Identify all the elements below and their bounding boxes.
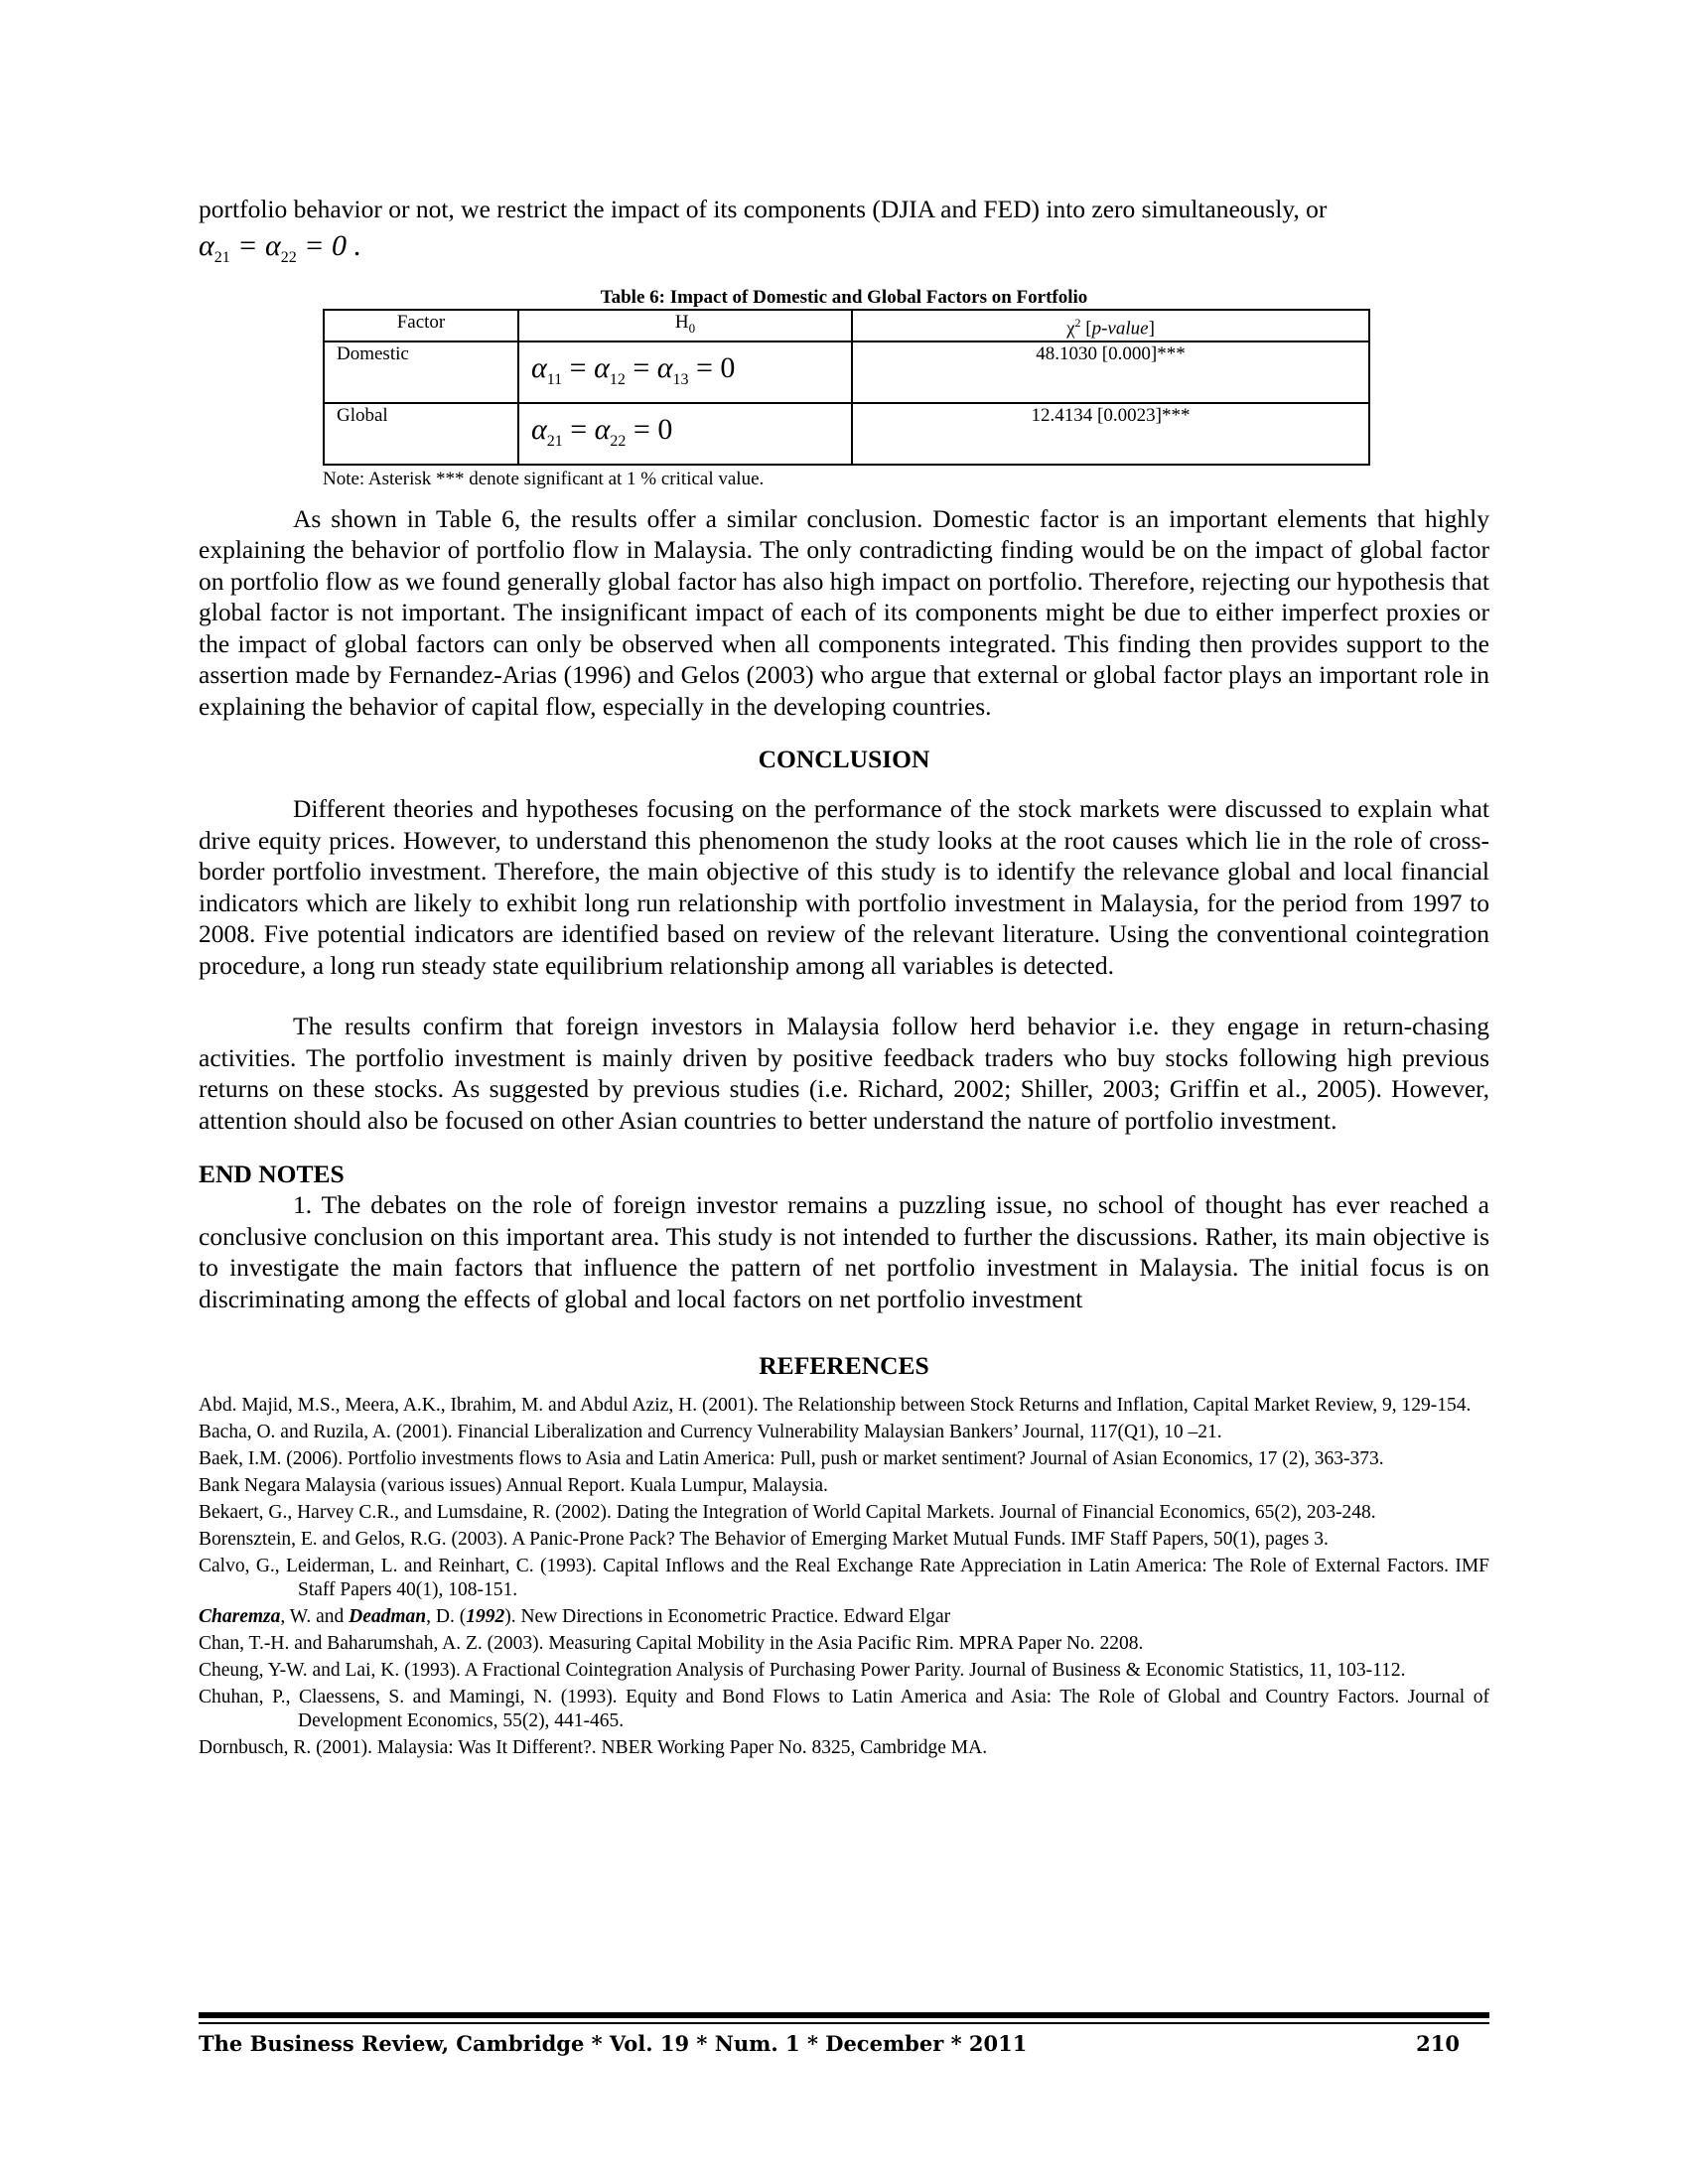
intro-paragraph: portfolio behavior or not, we restrict the impact of its components (DJIA and FED) into zero simultaneously, or: [199, 195, 1328, 223]
endnote-1: 1. The debates on the role of foreign investor remains a puzzling issue, no school of thought has ever reached a conclusive conclusion on this important area. This study is not intended to further the discussions. Rather, its main objective is to investigate the main factors that influence the pattern of net portfolio investment in Malaysia. The initial focus is on discriminating among the effects of global and local factors on net portfolio investment: [199, 1190, 1489, 1313]
reference-item: Abd. Majid, M.S., Meera, A.K., Ibrahim, M. and Abdul Aziz, H. (2001). The Relationship between Stock Returns and Inflation, Capital Market Review, 9, 129-154.: [199, 1395, 1472, 1417]
h0-cell: $\alpha_{21} = \alpha_{22} = 0$: [518, 403, 852, 465]
reference-item: Chan, T.-H. and Baharumshah, A. Z. (2003). Measuring Capital Mobility in the Asia Pacific Rim. MPRA Paper No. 2208.: [199, 1633, 1144, 1655]
endnotes-heading: END NOTES: [199, 1160, 345, 1189]
page-content: [199, 194, 1489, 1763]
reference-item: Bacha, O. and Ruzila, A. (2001). Financial Liberalization and Currency Vulnerability Malaysian Bankers’ Journal, 117(Q1), 10 –21.: [199, 1422, 1222, 1443]
chi-cell: 12.4134 [0.0023]***: [852, 403, 1369, 465]
results-paragraph: As shown in Table 6, the results offer a similar conclusion. Domestic factor is an important elements that highly explaining the behavior of portfolio flow in Malaysia. The only contradicting finding would be on the impact of global factor on portfolio flow as we found generally global factor has also high impact on portfolio. Therefore, rejecting our hypothesis that global factor is not important. The insignificant impact of each of its components might be due to either imperfect proxies or the impact of global factors can only be observed when all components integrated. This finding then provides support to the assertion made by Fernandez-Arias (1996) and Gelos (2003) who argue that external or global factor plays an important role in explaining the behavior of capital flow, especially in the developing countries.: [199, 503, 1489, 721]
reference-item: Dornbusch, R. (2001). Malaysia: Was It Different?. NBER Working Paper No. 8325, Cambridge MA.: [199, 1737, 988, 1759]
factor-cell: Global: [324, 403, 518, 465]
page-footer: [199, 2031, 1489, 2065]
ref-author: Deadman: [349, 1606, 427, 1628]
footer-journal: The Business Review, Cambridge * Vol. 19 * Num. 1 * December * 2011: [199, 2031, 1028, 2056]
ref-text: ). New Directions in Econometric Practice. Edward Elgar: [504, 1606, 951, 1628]
reference-item: Borensztein, E. and Gelos, R.G. (2003). A Panic-Prone Pack? The Behavior of Emerging Market Mutual Funds. IMF Staff Papers, 50(1), pages 3.: [199, 1529, 1329, 1551]
factor-cell: Domestic: [324, 341, 518, 403]
table-row: [324, 341, 1369, 403]
reference-item: Bank Negara Malaysia (various issues) Annual Report. Kuala Lumpur, Malaysia.: [199, 1475, 828, 1497]
header-chi: $\chi^2$ [p-value]: [852, 310, 1369, 341]
conclusion-heading: CONCLUSION: [758, 745, 930, 774]
ref-text: , W. and: [280, 1606, 350, 1628]
h0-cell: $\alpha_{11} = \alpha_{12} = \alpha_{13} = 0$: [518, 341, 852, 403]
table-6: [323, 309, 1370, 466]
reference-item-charemza: [199, 1605, 1489, 1629]
page-number: 210: [1416, 2031, 1460, 2056]
reference-item: Bekaert, G., Harvey C.R., and Lumsdaine, R. (2002). Dating the Integration of World Capital Markets. Journal of Financial Economics, 65(2), 203-248.: [199, 1502, 1376, 1524]
reference-item: Cheung, Y-W. and Lai, K. (1993). A Fractional Cointegration Analysis of Purchasing Power Parity. Journal of Business & Economic Statistics, 11, 103-112.: [199, 1660, 1406, 1682]
header-factor: Factor: [324, 310, 518, 341]
table-header-row: [324, 310, 1369, 341]
ref-author: Charemza: [199, 1606, 281, 1628]
ref-year: 1992: [466, 1606, 505, 1628]
conclusion-paragraph-2: The results confirm that foreign investors in Malaysia follow herd behavior i.e. they engage in return-chasing activities. The portfolio investment is mainly driven by positive feedback traders who buy stocks following high previous returns on these stocks. As suggested by previous studies (i.e. Richard, 2002; Shiller, 2003; Griffin et al., 2005). However, attention should also be focused on other Asian countries to better understand the nature of portfolio investment.: [199, 1012, 1489, 1135]
reference-item: Calvo, G., Leiderman, L. and Reinhart, C. (1993). Capital Inflows and the Real Exchange Rate Appreciation in Latin America: The Role of External Factors. IMF Staff Papers 40(1), 108-151.: [199, 1556, 1489, 1601]
footer-rule: [199, 2012, 1489, 2018]
references-heading: REFERENCES: [759, 1351, 929, 1381]
ref-text: , D. (: [426, 1606, 467, 1628]
table-caption: Table 6: Impact of Domestic and Global Factors on Fortfolio: [600, 286, 1088, 308]
references-list: [199, 1394, 1489, 1760]
footer-rule-thin: [199, 2022, 1489, 2024]
conclusion-paragraph-1: Different theories and hypotheses focusing on the performance of the stock markets were discussed to explain what drive equity prices. However, to understand this phenomenon the study looks at the root causes which lie in the role of cross-border portfolio investment. Therefore, the main objective of this study is to identify the relevance global and local financial indicators which are likely to exhibit long run relationship with portfolio investment in Malaysia, for the period from 1997 to 2008. Five potential indicators are identified based on review of the relevant literature. Using the conventional cointegration procedure, a long run steady state equilibrium relationship among all variables is detected.: [199, 794, 1489, 980]
table-row: [324, 403, 1369, 465]
header-h0: $H_0$: [518, 310, 852, 341]
restriction-equation: $\alpha_{21} = \alpha_{22} = 0$ .: [199, 228, 361, 266]
reference-item: Chuhan, P., Claessens, S. and Mamingi, N. (1993). Equity and Bond Flows to Latin America and Asia: The Role of Global and Country Factors. Journal of Development Economics, 55(2), 441-465.: [199, 1687, 1489, 1732]
table-note: Note: Asterisk *** denote significant at 1 % critical value.: [323, 468, 765, 489]
reference-item: Baek, I.M. (2006). Portfolio investments flows to Asia and Latin America: Pull, push or market sentiment? Journal of Asian Economics, 17 (2), 363-373.: [199, 1448, 1384, 1470]
chi-cell: 48.1030 [0.000]***: [852, 341, 1369, 403]
